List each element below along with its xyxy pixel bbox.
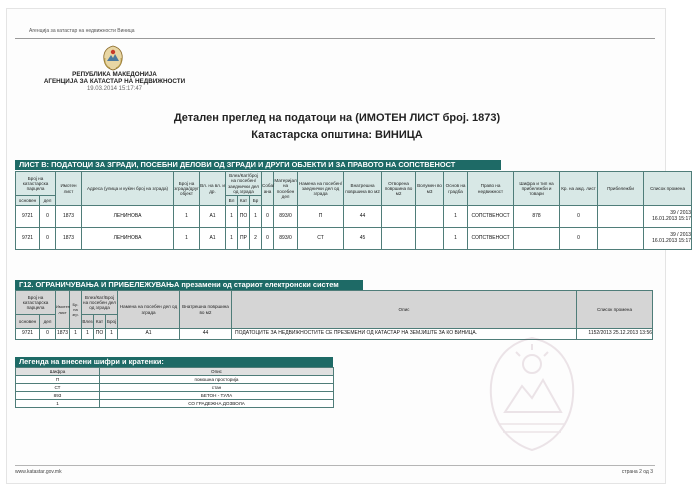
table-row [16, 392, 334, 400]
sheet-v-table [15, 171, 692, 250]
th-cap: Кр. на ажд. лист [560, 172, 598, 206]
cell-floor-a: 1 [226, 206, 238, 228]
th-sheet: Имотен лист [56, 291, 70, 329]
th-floor-c: Бр [250, 196, 262, 206]
g12-heading: Г12. ОГРАНИЧУВАЊА И ПРИБЕЛЕЖУВАЊА презамени од стариот електронски систем [15, 280, 363, 290]
th-basis: Основ на градба [444, 172, 468, 206]
cell-code: П [16, 376, 100, 384]
th-base: основен [16, 315, 40, 329]
cell-volume [416, 228, 444, 250]
cell-floor-b: ПР [238, 228, 250, 250]
cell-purpose: А1 [118, 329, 180, 340]
cell-code: СТ [16, 384, 100, 392]
coat-of-arms-icon [100, 44, 126, 72]
cell-cap: 0 [560, 228, 598, 250]
cell-base: 9721 [16, 206, 40, 228]
cell-ga: 1 [82, 329, 94, 340]
cell-desc: стан [100, 384, 334, 392]
cell-address: ЛЕНИНОВА [82, 228, 174, 250]
table-row [16, 384, 334, 392]
cell-desc: СО ГРАДЕЖНА ДОЗВОЛА [100, 400, 334, 408]
cell-share: 878 [514, 206, 560, 228]
th-share: Шифра и тип на прибележби и товари [514, 172, 560, 206]
cell-entrance: А1 [200, 206, 226, 228]
th-purpose: Намена на посебен дел од зграда [118, 291, 180, 329]
th-parcel-no: Број на катастарска парцела [16, 291, 56, 315]
th-part: дел [40, 315, 56, 329]
cell-share [514, 228, 560, 250]
g12-table [15, 290, 653, 340]
th-changes: Список промена [577, 291, 653, 329]
cell-floor-a: 1 [226, 228, 238, 250]
th-desc: Опис [100, 368, 334, 376]
th-gc: Број [106, 315, 118, 329]
cell-inner: 44 [180, 329, 232, 340]
th-address: Адреса (улица и куќен број на зграда) [82, 172, 174, 206]
th-inner-area: Внатрешна површина во м2 [344, 172, 382, 206]
th-right: Право на недвижност [468, 172, 514, 206]
document-page [6, 8, 692, 484]
table-row [16, 206, 692, 228]
cell-building: 1 [174, 206, 200, 228]
cell-gc: 1 [106, 329, 118, 340]
th-volume: Волумен во м3 [416, 172, 444, 206]
cell-material: 893/0 [274, 228, 298, 250]
cell-note [598, 206, 644, 228]
th-parcel-no: Број на катастарска парцела [16, 172, 56, 196]
legend-heading: Легенда на внесени шифри и кратенки: [15, 357, 333, 367]
cell-base: 9721 [16, 329, 40, 340]
cell-right: СОПСТВЕНОСТ [468, 228, 514, 250]
cell-address: ЛЕНИНОВА [82, 206, 174, 228]
sheet-v-heading: ЛИСТ В: ПОДАТОЦИ ЗА ЗГРАДИ, ПОСЕБНИ ДЕЛОВИ ОД ЗГРАДИ И ДРУГИ ОБЈЕКТИ И ЗА ПРАВОТО НА СОПСТВЕНОСТ [15, 160, 501, 170]
cell-right: СОПСТВЕНОСТ [468, 206, 514, 228]
table-row [16, 376, 334, 384]
cell-purpose: П [298, 206, 344, 228]
th-sheet: Имотен лист [56, 172, 82, 206]
cell-sheet: 1873 [56, 228, 82, 250]
header-agency-text: Агенција за катастар на недвижности Виница [29, 28, 135, 34]
cell-inner-area: 45 [344, 228, 382, 250]
cell-changes: 39 / 2013 16.01.2013 15:17 [644, 206, 692, 228]
th-open-area: Отворена површина во м2 [382, 172, 416, 206]
agency-line1: РЕПУБЛИКА МАКЕДОНИЈА [72, 71, 157, 78]
cell-building: 1 [174, 228, 200, 250]
cell-apt: 0 [262, 228, 274, 250]
th-floor-group: Влез/Кат/број на посебен/заеднички дел од зграда [226, 172, 262, 196]
th-floor-a: Вл [226, 196, 238, 206]
cell-note [598, 228, 644, 250]
cell-code: 893 [16, 392, 100, 400]
cell-floor-c: 2 [250, 228, 262, 250]
cell-desc: БЕТОН - ТУЛА [100, 392, 334, 400]
table-row [16, 400, 334, 408]
th-ga: Влез [82, 315, 94, 329]
th-note: Прибележби [598, 172, 644, 206]
cell-sheet: 1873 [56, 329, 70, 340]
cell-basis: 1 [444, 228, 468, 250]
document-subtitle: Катастарска општина: ВИНИЦА [251, 129, 423, 141]
th-building-no: Број на зграда/друг објект [174, 172, 200, 206]
cell-volume [416, 206, 444, 228]
cell-basis: 1 [444, 206, 468, 228]
th-part: дел [40, 196, 56, 206]
agency-block [37, 71, 192, 93]
cell-bldg: 1 [70, 329, 82, 340]
cell-inner-area: 44 [344, 206, 382, 228]
table-row [16, 228, 692, 250]
cell-open-area [382, 206, 416, 228]
cell-desc: ПОДАТОЦИТЕ ЗА НЕДВИЖНОСТИТЕ СЕ ПРЕЗЕМЕНИ ОД КАТАСТАР НА ЗЕМЈИШТЕ ЗА КО ВИНИЦА. [232, 329, 577, 340]
cell-desc: помошна просторија [100, 376, 334, 384]
cell-purpose: СТ [298, 228, 344, 250]
cell-gb: ПО [94, 329, 106, 340]
cell-part: 0 [40, 206, 56, 228]
th-material: Материјал на посебен дел [274, 172, 298, 206]
cell-cap: 0 [560, 206, 598, 228]
footer-divider [15, 465, 655, 466]
th-purpose: Намена на посебен/заеднички дел од зграда [298, 172, 344, 206]
watermark-emblem-icon [477, 334, 587, 454]
th-floor-b: Кат [238, 196, 250, 206]
header-divider [15, 38, 655, 39]
cell-code: 1 [16, 400, 100, 408]
th-entrance: Вл. на вл. и др. [200, 172, 226, 206]
th-desc: Опис [232, 291, 577, 329]
agency-line2: АГЕНЦИЈА ЗА КАТАСТАР НА НЕДВИЖНОСТИ [43, 78, 186, 86]
legend-table [15, 367, 334, 408]
issue-timestamp: 19.03.2014 15:17:47 [86, 85, 143, 92]
cell-entrance: А1 [200, 228, 226, 250]
th-code: Шифра [16, 368, 100, 376]
th-gb: Кат [94, 315, 106, 329]
cell-floor-c: 1 [250, 206, 262, 228]
th-bldg: Бр. на згр. [70, 291, 82, 329]
th-group: Влез/Кат/Број на посебен дел од зграда [82, 291, 118, 315]
cell-part: 0 [40, 228, 56, 250]
cell-base: 9721 [16, 228, 40, 250]
cell-floor-b: ПО [238, 206, 250, 228]
footer-page-number: страна 2 од 3 [621, 469, 653, 475]
cell-changes: 1152/2013 25.12.2013 13:56 [577, 329, 653, 340]
cell-apt: 0 [262, 206, 274, 228]
cell-changes: 39 / 2013 16.01.2013 15:17 [644, 228, 692, 250]
cell-material: 893/0 [274, 206, 298, 228]
th-inner: Внатрешна површина во м2 [180, 291, 232, 329]
th-base: основен [16, 196, 40, 206]
cell-part: 0 [40, 329, 56, 340]
footer-website: www.katastar.gov.mk [15, 469, 62, 475]
th-apartment: Соба/ана [262, 172, 274, 206]
cell-open-area [382, 228, 416, 250]
cell-sheet: 1873 [56, 206, 82, 228]
th-changes: Список промена [644, 172, 692, 206]
document-title: Детален преглед на податоци на (ИМОТЕН ЛИСТ број. 1873) [173, 112, 501, 124]
